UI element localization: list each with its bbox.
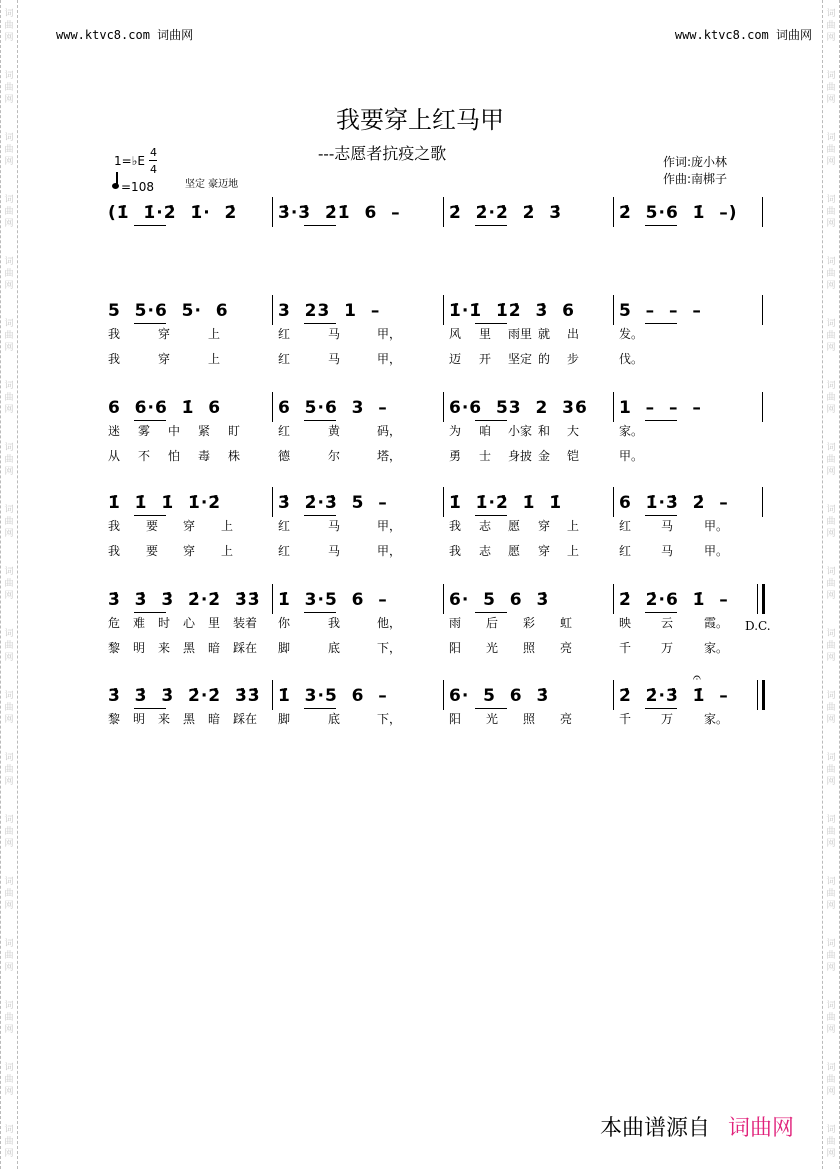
lyric-syllable: 霞。	[704, 616, 729, 630]
lyric-syllable: 里	[479, 327, 492, 341]
final-barline	[762, 584, 765, 614]
lyric-syllable: 雨	[449, 616, 462, 630]
lyric-syllable: 来	[158, 641, 171, 655]
lyric-syllable: 穿	[183, 544, 196, 558]
side-watermark-left: 词 曲 网	[4, 381, 14, 415]
barline	[762, 487, 763, 517]
lyric-syllable: 小家	[508, 424, 533, 438]
barline	[613, 392, 614, 422]
measure-notes: 1̇ 1̇ 1̇ 1̇·2̇	[108, 493, 222, 513]
lyric-syllable: 盯	[228, 424, 241, 438]
lyric-syllable: 明	[133, 712, 146, 726]
side-watermark-left: 词 曲 网	[4, 815, 14, 849]
lyric-syllable: 心	[183, 616, 196, 630]
lyric-syllable: 万	[661, 712, 674, 726]
barline	[443, 584, 444, 614]
lyric-syllable: 雾	[138, 424, 151, 438]
lyric-syllable: 里	[208, 616, 221, 630]
measure-notes: 6·6 53 2 36	[449, 398, 588, 418]
lyric-syllable: 千	[619, 641, 632, 655]
lyric-syllable: 我	[108, 327, 121, 341]
lyric-syllable: 你	[278, 616, 291, 630]
rhythm-underline	[645, 225, 677, 226]
rhythm-underline	[304, 225, 336, 226]
time-signature-top: 4	[150, 146, 157, 159]
lyric-syllable: 尔	[328, 449, 341, 463]
measure-notes: 1̇ 3·5 6 –	[278, 686, 388, 706]
lyric-syllable: 马	[328, 352, 341, 366]
lyric-syllable: 危	[108, 616, 121, 630]
lyric-syllable: 马	[661, 519, 674, 533]
lyric-syllable: 迈	[449, 352, 462, 366]
measure-notes: 6 1̇·3̇ 2̇ –	[619, 493, 729, 513]
dc-marking: D.C.	[745, 619, 771, 633]
measure-notes: 3̇ 3̇ 3̇ 2̇·2̇ 3̇3̇	[108, 686, 261, 706]
lyric-syllable: 暗	[208, 641, 221, 655]
lyric-syllable: 愿	[508, 519, 521, 533]
barline	[272, 197, 273, 227]
lyric-syllable: 时	[158, 616, 171, 630]
footer-source	[600, 1111, 794, 1142]
lyric-syllable: 亮	[560, 641, 573, 655]
lyric-syllable: 明	[133, 641, 146, 655]
barline	[272, 392, 273, 422]
expression-mark: 坚定 豪迈地	[185, 179, 239, 190]
lyric-syllable: 德	[278, 449, 291, 463]
rhythm-underline	[134, 515, 166, 516]
lyric-syllable: 映	[619, 616, 632, 630]
barline	[762, 392, 763, 422]
lyric-syllable: 踩在	[233, 641, 258, 655]
lyric-syllable: 上	[208, 327, 221, 341]
measure-notes: 6 5·6 3 –	[278, 398, 388, 418]
side-watermark-right: 词 曲 网	[826, 443, 836, 477]
side-watermark-left: 词 曲 网	[4, 195, 14, 229]
lyric-syllable: 照	[523, 712, 536, 726]
lyric-syllable: 我	[108, 544, 121, 558]
header-right-url[interactable]: www.ktvc8.com 词曲网	[674, 28, 812, 42]
lyric-syllable: 红	[619, 544, 632, 558]
measure-notes: 6· 5 6 3̇	[449, 590, 550, 610]
quarter-note-icon	[112, 183, 119, 189]
side-watermark-right: 词 曲 网	[826, 567, 836, 601]
measure-notes: 2̇ 2̇·3̇ 1̇ –	[619, 686, 729, 706]
rhythm-underline	[475, 612, 507, 613]
measure-notes: 2̇ 5·6 1̇ –)	[619, 203, 738, 223]
measure-notes: 3̇·3̇ 2̇1̇ 6 –	[278, 203, 401, 223]
lyric-syllable: 毒	[198, 449, 211, 463]
lyric-syllable: 穿	[183, 519, 196, 533]
song-title: 我要穿上红马甲	[336, 106, 504, 134]
lyric-syllable: 穿	[538, 519, 551, 533]
rhythm-underline	[134, 420, 166, 421]
lyric-syllable: 甲，	[377, 519, 402, 533]
lyric-syllable: 家。	[704, 712, 729, 726]
rhythm-underline	[134, 708, 166, 709]
time-signature-bottom: 4	[150, 163, 157, 176]
barline	[272, 584, 273, 614]
lyric-syllable: 迷	[108, 424, 121, 438]
side-watermark-right: 词 曲 网	[826, 815, 836, 849]
rhythm-underline	[304, 612, 336, 613]
lyric-syllable: 黎	[108, 712, 121, 726]
lyric-syllable: 难	[133, 616, 146, 630]
barline	[272, 680, 273, 710]
rhythm-underline	[134, 612, 166, 613]
rhythm-underline	[134, 225, 166, 226]
lyric-syllable: 要	[146, 544, 159, 558]
lyric-syllable: 我	[449, 519, 462, 533]
side-watermark-left: 词 曲 网	[4, 877, 14, 911]
measure-notes: 1̇·1̇ 1̇2̇ 3̇ 6	[449, 301, 575, 321]
lyric-syllable: 塔，	[377, 449, 402, 463]
rhythm-underline	[645, 612, 677, 613]
rhythm-underline	[645, 323, 677, 324]
rhythm-underline	[645, 420, 677, 421]
lyric-syllable: 底	[328, 712, 341, 726]
rhythm-underline	[304, 420, 336, 421]
side-watermark-right: 词 曲 网	[826, 629, 836, 663]
barline	[613, 295, 614, 325]
lyric-syllable: 株	[228, 449, 241, 463]
lyric-syllable: 金	[538, 449, 551, 463]
rhythm-underline	[134, 323, 166, 324]
side-watermark-right: 词 曲 网	[826, 877, 836, 911]
lyric-syllable: 志	[479, 519, 492, 533]
rhythm-underline	[645, 708, 677, 709]
barline	[613, 487, 614, 517]
barline	[762, 197, 763, 227]
lyric-syllable: 甲。	[704, 544, 729, 558]
lyric-syllable: 穿	[158, 352, 171, 366]
side-watermark-left: 词 曲 网	[4, 71, 14, 105]
lyric-syllable: 大	[567, 424, 580, 438]
barline	[613, 584, 614, 614]
lyric-syllable: 我	[449, 544, 462, 558]
barline	[443, 680, 444, 710]
rhythm-underline	[304, 323, 336, 324]
measure-notes: 2̇ 2̇·2̇ 2̇ 3̇	[449, 203, 563, 223]
lyric-syllable: 暗	[208, 712, 221, 726]
measure-notes: 6· 5 6 3̇	[449, 686, 550, 706]
lyric-syllable: 脚	[278, 641, 291, 655]
lyric-syllable: 红	[278, 544, 291, 558]
lyric-syllable: 我	[108, 519, 121, 533]
lyric-syllable: 风	[449, 327, 462, 341]
side-watermark-left: 词 曲 网	[4, 753, 14, 787]
side-watermark-left: 词 曲 网	[4, 567, 14, 601]
rhythm-underline	[304, 708, 336, 709]
right-watermark-strip	[822, 0, 840, 1169]
side-watermark-right: 词 曲 网	[826, 195, 836, 229]
lyric-syllable: 我	[328, 616, 341, 630]
rhythm-underline	[645, 515, 677, 516]
lyric-syllable: 开	[479, 352, 492, 366]
lyric-syllable: 家。	[619, 424, 644, 438]
measure-notes: 5 – – –	[619, 301, 702, 321]
rhythm-underline	[475, 225, 507, 226]
side-watermark-left: 词 曲 网	[4, 691, 14, 725]
tempo-mark: =108	[121, 180, 154, 194]
measure-notes: 5 5·6 5· 6	[108, 301, 229, 321]
side-watermark-right: 词 曲 网	[826, 1063, 836, 1097]
measure-notes: 3̇ 2̇·3̇ 5 –	[278, 493, 388, 513]
fermata-icon: 𝄐	[693, 670, 701, 686]
lyric-syllable: 和	[538, 424, 551, 438]
lyric-syllable: 黑	[183, 641, 196, 655]
lyric-syllable: 铠	[567, 449, 580, 463]
lyric-syllable: 甲。	[619, 449, 644, 463]
lyric-syllable: 红	[278, 424, 291, 438]
header-left-url[interactable]: www.ktvc8.com 词曲网	[56, 28, 194, 42]
side-watermark-right: 词 曲 网	[826, 9, 836, 43]
lyric-syllable: 甲，	[377, 544, 402, 558]
lyric-syllable: 为	[449, 424, 462, 438]
lyric-syllable: 红	[278, 327, 291, 341]
lyric-syllable: 红	[278, 352, 291, 366]
lyric-syllable: 黑	[183, 712, 196, 726]
rhythm-underline	[475, 323, 507, 324]
lyric-syllable: 千	[619, 712, 632, 726]
lyric-syllable: 上	[567, 519, 580, 533]
song-subtitle: ---志愿者抗疫之歌	[318, 144, 447, 163]
lyric-syllable: 红	[619, 519, 632, 533]
lyric-syllable: 下，	[377, 712, 402, 726]
key-signature: 1=♭E	[114, 154, 145, 168]
time-signature-line	[149, 160, 157, 161]
lyric-syllable: 彩	[523, 616, 536, 630]
side-watermark-right: 词 曲 网	[826, 133, 836, 167]
measure-notes: 1 – – –	[619, 398, 702, 418]
lyric-syllable: 码，	[377, 424, 402, 438]
lyric-syllable: 上	[221, 519, 234, 533]
final-barline	[762, 680, 765, 710]
barline	[443, 392, 444, 422]
lyric-syllable: 我	[108, 352, 121, 366]
lyric-syllable: 穿	[538, 544, 551, 558]
lyric-syllable: 黄	[328, 424, 341, 438]
lyric-syllable: 光	[486, 712, 499, 726]
lyric-syllable: 阳	[449, 712, 462, 726]
lyric-syllable: 云	[661, 616, 674, 630]
barline	[272, 295, 273, 325]
side-watermark-left: 词 曲 网	[4, 1125, 14, 1159]
lyric-syllable: 万	[661, 641, 674, 655]
side-watermark-right: 词 曲 网	[826, 319, 836, 353]
side-watermark-left: 词 曲 网	[4, 505, 14, 539]
lyric-syllable: 甲。	[704, 519, 729, 533]
lyric-syllable: 伐。	[619, 352, 644, 366]
rhythm-underline	[475, 420, 507, 421]
lyric-syllable: 不	[138, 449, 151, 463]
side-watermark-right: 词 曲 网	[826, 939, 836, 973]
lyric-syllable: 身披	[508, 449, 533, 463]
lyric-syllable: 志	[479, 544, 492, 558]
footer-brand-link[interactable]: 词曲网	[727, 1116, 794, 1141]
side-watermark-right: 词 曲 网	[826, 71, 836, 105]
side-watermark-left: 词 曲 网	[4, 443, 14, 477]
side-watermark-left: 词 曲 网	[4, 319, 14, 353]
lyric-syllable: 马	[328, 327, 341, 341]
lyric-syllable: 就	[538, 327, 551, 341]
left-watermark-strip	[0, 0, 18, 1169]
side-watermark-left: 词 曲 网	[4, 629, 14, 663]
lyric-syllable: 来	[158, 712, 171, 726]
lyric-syllable: 从	[108, 449, 121, 463]
lyric-syllable: 后	[486, 616, 499, 630]
lyric-syllable: 红	[278, 519, 291, 533]
lyric-syllable: 甲，	[377, 352, 402, 366]
barline	[757, 680, 758, 710]
barline	[272, 487, 273, 517]
lyric-syllable: 马	[661, 544, 674, 558]
side-watermark-right: 词 曲 网	[826, 505, 836, 539]
rhythm-underline	[475, 515, 507, 516]
lyric-syllable: 坚定	[508, 352, 533, 366]
lyric-syllable: 上	[567, 544, 580, 558]
lyricist-credit: 作词:庞小林	[663, 155, 728, 169]
lyric-syllable: 步	[567, 352, 580, 366]
side-watermark-left: 词 曲 网	[4, 939, 14, 973]
measure-notes: 1̇ 1̇·2̇ 1̇ 1̇	[449, 493, 563, 513]
lyric-syllable: 的	[538, 352, 551, 366]
side-watermark-left: 词 曲 网	[4, 1001, 14, 1035]
lyric-syllable: 黎	[108, 641, 121, 655]
barline	[443, 197, 444, 227]
side-watermark-right: 词 曲 网	[826, 1125, 836, 1159]
barline	[443, 295, 444, 325]
lyric-syllable: 家。	[704, 641, 729, 655]
lyric-syllable: 雨里	[508, 327, 533, 341]
lyric-syllable: 虹	[560, 616, 573, 630]
measure-notes: 1̇ 3·5 6 –	[278, 590, 388, 610]
barline	[757, 584, 758, 614]
lyric-syllable: 马	[328, 519, 341, 533]
side-watermark-right: 词 曲 网	[826, 1001, 836, 1035]
measure-notes: 3 23 1 –	[278, 301, 381, 321]
rhythm-underline	[304, 515, 336, 516]
side-watermark-left: 词 曲 网	[4, 133, 14, 167]
lyric-syllable: 光	[486, 641, 499, 655]
side-watermark-left: 词 曲 网	[4, 257, 14, 291]
lyric-syllable: 穿	[158, 327, 171, 341]
side-watermark-left: 词 曲 网	[4, 9, 14, 43]
lyric-syllable: 下，	[377, 641, 402, 655]
side-watermark-right: 词 曲 网	[826, 381, 836, 415]
lyric-syllable: 踩在	[233, 712, 258, 726]
lyric-syllable: 士	[479, 449, 492, 463]
lyric-syllable: 中	[168, 424, 181, 438]
side-watermark-right: 词 曲 网	[826, 753, 836, 787]
lyric-syllable: 照	[523, 641, 536, 655]
barline	[613, 680, 614, 710]
side-watermark-left: 词 曲 网	[4, 1063, 14, 1097]
lyric-syllable: 咱	[479, 424, 492, 438]
lyric-syllable: 阳	[449, 641, 462, 655]
side-watermark-right: 词 曲 网	[826, 257, 836, 291]
measure-notes: 3̇ 3̇ 3̇ 2̇·2̇ 3̇3̇	[108, 590, 261, 610]
lyric-syllable: 甲，	[377, 327, 402, 341]
lyric-syllable: 脚	[278, 712, 291, 726]
barline	[762, 295, 763, 325]
lyric-syllable: 发。	[619, 327, 644, 341]
lyric-syllable: 上	[208, 352, 221, 366]
lyric-syllable: 出	[567, 327, 580, 341]
footer-source-text: 本曲谱源自	[599, 1116, 710, 1141]
lyric-syllable: 紧	[198, 424, 211, 438]
lyric-syllable: 底	[328, 641, 341, 655]
lyric-syllable: 愿	[508, 544, 521, 558]
barline	[443, 487, 444, 517]
side-watermark-right: 词 曲 网	[826, 691, 836, 725]
lyric-syllable: 上	[221, 544, 234, 558]
measure-notes: 6 6·6 1̇ 6	[108, 398, 222, 418]
lyric-syllable: 要	[146, 519, 159, 533]
measure-notes: 2̇ 2̇·6 1̇ –	[619, 590, 729, 610]
measure-notes: (1̇ 1̇·2̇ 1̇· 2̇	[108, 203, 238, 223]
barline	[613, 197, 614, 227]
rhythm-underline	[475, 708, 507, 709]
lyric-syllable: 装着	[233, 616, 258, 630]
lyric-syllable: 亮	[560, 712, 573, 726]
lyric-syllable: 他，	[377, 616, 402, 630]
lyric-syllable: 马	[328, 544, 341, 558]
lyric-syllable: 勇	[449, 449, 462, 463]
lyric-syllable: 怕	[168, 449, 181, 463]
composer-credit: 作曲:南梆子	[663, 172, 728, 186]
